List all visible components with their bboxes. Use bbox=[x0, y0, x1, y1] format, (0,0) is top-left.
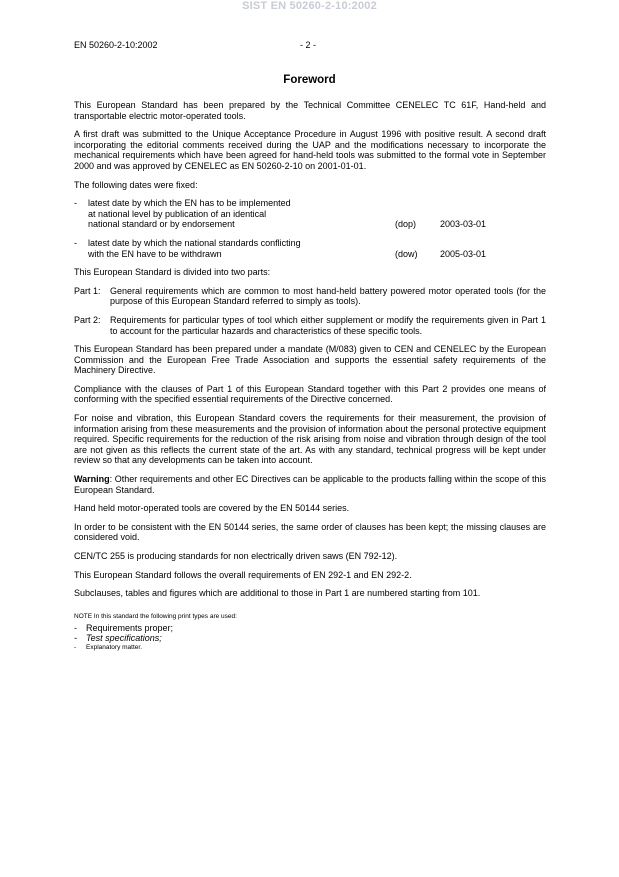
paragraph: A first draft was submitted to the Unique Acceptance Procedure in August 1996 with positive result. A second draft incorporating the editorial comments received during the UAP and the modifications necessary to incorporate the mechanical requirements which have been agreed for hand-held tools was submitted to the formal vote in September 2000 and was approved by CENELEC as EN 50260-2-10 on 2001-01-01. bbox=[74, 129, 546, 171]
list-marker: - bbox=[74, 622, 77, 633]
warning-label: Warning bbox=[74, 474, 110, 485]
paragraph: This European Standard follows the overall requirements of EN 292-1 and EN 292-2. bbox=[74, 569, 412, 580]
paragraph: This European Standard is divided into two parts: bbox=[74, 267, 271, 278]
list-marker: - bbox=[74, 198, 77, 209]
paragraph: This European Standard has been prepared by the Technical Committee CENELEC TC 61F, Hand-held and transportable electric motor-operated tools. bbox=[74, 100, 546, 121]
part-label: Part 1: bbox=[74, 285, 101, 296]
part-item bbox=[74, 286, 546, 307]
date-line: latest date by which the national standards conflicting bbox=[88, 237, 301, 248]
date-line: latest date by which the EN has to be implemented bbox=[88, 198, 291, 209]
note-item-text: Test specifications; bbox=[86, 632, 162, 643]
paragraph: The following dates were fixed: bbox=[74, 179, 198, 190]
paragraph: Compliance with the clauses of Part 1 of this European Standard together with this Part 2 provides one means of conforming with the specified essential requirements of the Directive concerned. bbox=[74, 383, 546, 405]
list-marker: - bbox=[74, 632, 77, 643]
paragraph: Subclauses, tables and figures which are additional to those in Part 1 are numbered starting from 101. bbox=[74, 588, 481, 599]
document-body bbox=[74, 100, 546, 653]
date-value: 2003-03-01 bbox=[440, 219, 487, 230]
date-description bbox=[88, 198, 395, 230]
note-block bbox=[74, 613, 546, 653]
note-item bbox=[74, 633, 546, 643]
part-text: General requirements which are common to most hand-held battery powered motor operated tools (for the purpose of this European Standard referred to simply as tools). bbox=[110, 285, 546, 307]
date-abbreviation: (dop) bbox=[395, 219, 417, 230]
list-marker: - bbox=[74, 643, 77, 651]
date-line: with the EN have to be withdrawn bbox=[88, 248, 222, 259]
page-title: Foreword bbox=[283, 74, 336, 86]
note-item bbox=[74, 643, 546, 653]
part-item bbox=[74, 315, 546, 336]
note-intro: NOTE In this standard the following print types are used: bbox=[74, 612, 237, 620]
page-number: - 2 - bbox=[300, 40, 317, 50]
part-text: Requirements for particular types of tool which either supplement or modify the requirements given in Part 1 to account for the particular hazards and characteristics of these specific tools. bbox=[110, 314, 546, 336]
list-marker: - bbox=[74, 237, 77, 248]
date-item bbox=[74, 198, 546, 230]
note-item-text: Requirements proper; bbox=[86, 622, 174, 633]
date-value: 2005-03-01 bbox=[440, 248, 487, 259]
warning-paragraph bbox=[74, 474, 546, 495]
date-abbreviation: (dow) bbox=[395, 248, 418, 259]
date-line: at national level by publication of an identical bbox=[88, 208, 267, 219]
date-description bbox=[88, 238, 395, 259]
note-item-text: Explanatory matter. bbox=[86, 643, 142, 651]
watermark: SIST EN 50260-2-10:2002 bbox=[242, 0, 377, 12]
part-label: Part 2: bbox=[74, 314, 101, 325]
paragraph: CEN/TC 255 is producing standards for non electrically driven saws (EN 792-12). bbox=[74, 551, 398, 561]
date-item bbox=[74, 238, 546, 259]
paragraph: In order to be consistent with the EN 50144 series, the same order of clauses has been kept; the missing clauses are considered void. bbox=[74, 521, 546, 543]
document-id: EN 50260-2-10:2002 bbox=[74, 40, 158, 50]
paragraph: This European Standard has been prepared under a mandate (M/083) given to CEN and CENELEC by the European Commission and the European Free Trade Association and supports the essential safety requirements of the Machinery Directive. bbox=[74, 344, 546, 376]
note-item bbox=[74, 623, 546, 633]
paragraph: For noise and vibration, this European Standard covers the requirements for their measurement, the provision of information arising from these measurements and the provision of information about the personal protective equipment required. Specific requirements for the reduction of the risk arising from noise and vibration through design of the tool are not given as this reflects the current state of the art. As with any standard, technical progress will be kept under review so that any developments can be taken into account. bbox=[74, 413, 546, 466]
paragraph: Hand held motor-operated tools are covered by the EN 50144 series. bbox=[74, 503, 350, 514]
warning-text: : Other requirements and other EC Directives can be applicable to the products falling within the scope of this European Standard. bbox=[74, 474, 546, 495]
date-line: national standard or by endorsement bbox=[88, 219, 235, 230]
